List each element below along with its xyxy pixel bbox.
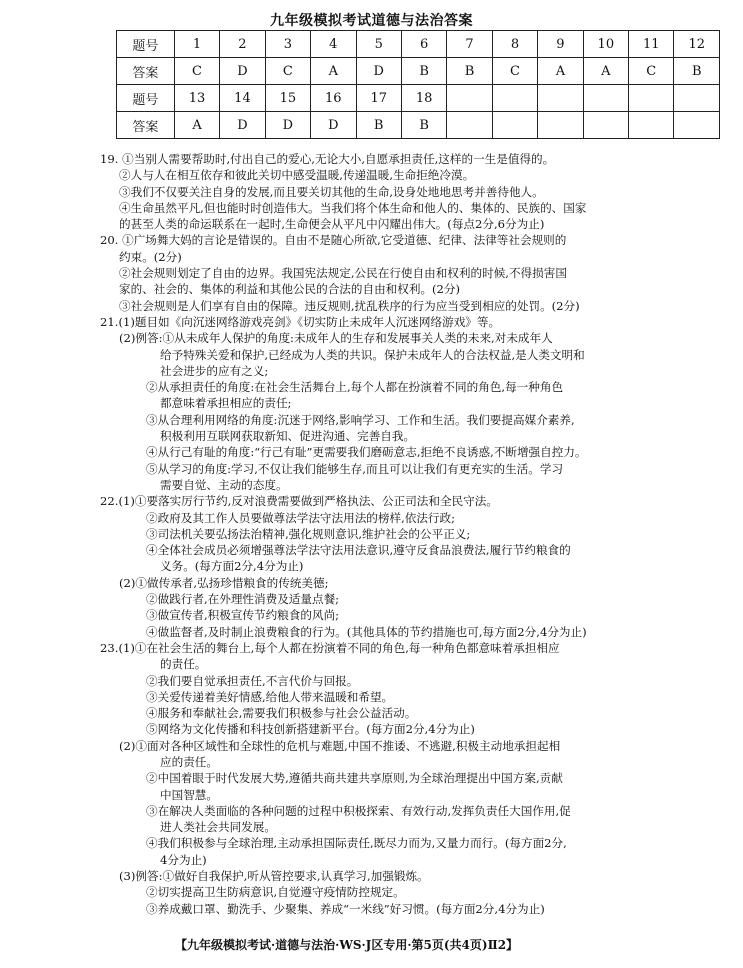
answer-row-1	[117, 58, 720, 85]
text-line: 都意味着承担相应的责任;	[160, 396, 292, 411]
answer-letter-cell: B	[674, 58, 720, 85]
text-line: ③做宣传者,积极宣传节约粮食的风尚;	[146, 608, 340, 623]
answer-explanations	[100, 151, 710, 917]
question-number-cell: 2	[220, 31, 265, 58]
row-label: 答案	[117, 112, 175, 139]
question-number-cell	[447, 85, 492, 112]
answer-letter-cell: D	[311, 112, 356, 139]
answer-letter-cell	[629, 112, 674, 139]
question-number-cell	[538, 85, 583, 112]
question-row-1	[117, 31, 720, 58]
text-line: 21.(1)题目如《向沉迷网络游戏亮剑》《切实防止未成年人沉迷网络游戏》等。	[100, 314, 501, 329]
row-label: 题号	[117, 85, 175, 112]
text-line: ④从行己有耻的角度:“行己有耻”更需要我们磨砺意志,拒绝不良诱惑,不断增强自控力。	[146, 445, 587, 460]
text-line: ②切实提高卫生防病意识,自觉遵守疫情防控规定。	[146, 885, 405, 900]
answer-row-2	[117, 112, 720, 139]
text-line: 家的、社会的、集体的利益和其他公民的合法的自由和权利。(2分)	[119, 282, 461, 297]
text-line: ⑤从学习的角度:学习,不仅让我们能够生存,而且可以让我们有更充实的生活。学习	[146, 461, 564, 476]
answer-letter-cell: B	[447, 58, 492, 85]
question-number-cell: 13	[174, 85, 219, 112]
text-line: ②人与人在相互依存和彼此关切中感受温暖,传递温暖,生命拒绝冷漠。	[119, 168, 475, 183]
text-line: 中国智慧。	[160, 787, 218, 802]
text-line: ②政府及其工作人员要做尊法学法守法用法的榜样,依法行政;	[146, 510, 456, 525]
text-line: 约束。(2分)	[119, 249, 182, 264]
answer-letter-cell: B	[401, 58, 446, 85]
question-number-cell: 15	[265, 85, 310, 112]
text-line: ④做监督者,及时制止浪费粮食的行为。(其他具体的节约措施也可,每方面2分,4分为止)	[146, 624, 587, 639]
text-line: ③我们不仅要关注自身的发展,而且要关切其他的生命,设身处地地思考并善待他人。	[119, 184, 544, 199]
page-title: 九年级模拟考试道德与法治答案	[270, 13, 473, 29]
question-number-cell: 6	[401, 31, 446, 58]
text-line: 社会进步的应有之义;	[160, 363, 269, 378]
row-label: 答案	[117, 58, 175, 85]
answer-letter-cell	[492, 112, 537, 139]
answer-letter-cell: A	[538, 58, 583, 85]
question-row-2	[117, 85, 720, 112]
answer-letter-cell: C	[174, 58, 219, 85]
answer-letter-cell: D	[220, 112, 265, 139]
text-line: ④全体社会成员必须增强尊法学法守法用法意识,遵守反食品浪费法,履行节约粮食的	[146, 543, 571, 558]
text-line: ②中国着眼于时代发展大势,遵循共商共建共享原则,为全球治理提出中国方案,贡献	[146, 771, 563, 786]
answer-letter-cell	[447, 112, 492, 139]
text-line: ④生命虽然平凡,但也能时时创造伟大。当我们将个体生命和他人的、集体的、民族的、国家	[119, 200, 587, 215]
text-line: ②做践行者,在外理性消费及适量点餐;	[146, 592, 340, 607]
answer-letter-cell: A	[174, 112, 219, 139]
text-line: 进人类社会共同发展。	[160, 820, 276, 835]
text-line: (2)①做传承者,弘扬珍惜粮食的传统美德;	[119, 575, 329, 590]
text-line: ②从承担责任的角度:在社会生活舞台上,每个人都在扮演着不同的角色,每一种角色	[146, 380, 564, 395]
question-number-cell	[674, 85, 720, 112]
text-line: 应的责任。	[160, 754, 218, 769]
question-number-cell: 12	[674, 31, 720, 58]
answer-letter-cell: B	[356, 112, 401, 139]
question-number-cell: 18	[401, 85, 446, 112]
text-line: 4分为止)	[160, 852, 207, 867]
question-number-cell: 1	[174, 31, 219, 58]
question-number-cell	[492, 85, 537, 112]
text-line: (2)①面对各种区域性和全球性的危机与难题,中国不推诿、不逃避,积极主动地承担起相	[119, 738, 561, 753]
text-line: (3)例答:①做好自我保护,听从管控要求,认真学习,加强锻炼。	[119, 869, 429, 884]
row-label: 题号	[117, 31, 175, 58]
text-line: 的甚至人类的命运联系在一起时,生命便会从平凡中闪耀出伟大。(每点2分,6分为止)	[119, 217, 545, 232]
text-line: ③从合理利用网络的角度:沉迷于网络,影响学习、工作和生活。我们要提高媒介素养,	[146, 412, 575, 427]
text-line: 22.(1)①要落实厉行节约,反对浪费需要做到严格执法、公正司法和全民守法。	[100, 494, 498, 509]
answer-letter-cell: C	[492, 58, 537, 85]
question-number-cell: 3	[265, 31, 310, 58]
answer-letter-cell	[674, 112, 720, 139]
text-line: 20. ①广场舞大妈的言论是错误的。自由不是随心所欲,它受道德、纪律、法律等社会规则的	[100, 233, 567, 248]
text-line: ④服务和奉献社会,需要我们积极参与社会公益活动。	[146, 706, 417, 721]
text-line: (2)例答:①从未成年人保护的角度:未成年人的生存和发展事关人类的未来,对未成年人	[119, 331, 553, 346]
text-line: 19. ①当别人需要帮助时,付出自己的爱心,无论大小,自愿承担责任,这样的一生是值得的。	[100, 152, 555, 166]
question-number-cell: 14	[220, 85, 265, 112]
question-number-cell: 17	[356, 85, 401, 112]
answer-letter-cell: D	[356, 58, 401, 85]
answer-letter-cell: A	[583, 58, 628, 85]
question-number-cell: 8	[492, 31, 537, 58]
text-line: ③养成戴口罩、勤洗手、少聚集、养成“一米线”好习惯。(每方面2分,4分为止)	[146, 901, 545, 916]
answer-letter-cell: C	[629, 58, 674, 85]
answer-letter-cell: A	[311, 58, 356, 85]
text-line: ④我们积极参与全球治理,主动承担国际责任,既尽力而为,又量力而行。(每方面2分,	[146, 836, 567, 851]
question-number-cell: 9	[538, 31, 583, 58]
question-number-cell	[629, 85, 674, 112]
answer-letter-cell: B	[401, 112, 446, 139]
answer-letter-cell	[583, 112, 628, 139]
answer-letter-cell: D	[265, 112, 310, 139]
question-number-cell: 16	[311, 85, 356, 112]
question-number-cell: 10	[583, 31, 628, 58]
answer-letter-cell: C	[265, 58, 310, 85]
text-line: ③在解决人类面临的各种问题的过程中积极探索、有效行动,发挥负责任大国作用,促	[146, 803, 571, 818]
text-line: ⑤网络为文化传播和科技创新搭建新平台。(每方面2分,4分为止)	[146, 722, 475, 737]
answer-table	[116, 30, 720, 139]
text-line: 义务。(每方面2分,4分为止)	[160, 559, 304, 574]
text-line: 给予特殊关爱和保护,已经成为人类的共识。保护未成年人的合法权益,是人类文明和	[160, 347, 585, 362]
text-line: 23.(1)①在社会生活的舞台上,每个人都在扮演着不同的角色,每一种角色都意味着承担相应	[100, 640, 560, 655]
text-line: 积极利用互联网获取新知、促进沟通、完善自我。	[160, 429, 416, 444]
text-line: ③关爱传递着美好情感,给他人带来温暖和希望。	[146, 689, 394, 704]
question-number-cell: 4	[311, 31, 356, 58]
question-number-cell: 7	[447, 31, 492, 58]
question-number-cell	[583, 85, 628, 112]
answer-letter-cell: D	[220, 58, 265, 85]
answer-letter-cell	[538, 112, 583, 139]
text-line: 需要自觉、主动的态度。	[160, 477, 288, 492]
text-line: ②社会规则划定了自由的边界。我国宪法规定,公民在行使自由和权利的时候,不得损害国	[119, 266, 567, 281]
text-line: ②我们要自觉承担责任,不言代价与回报。	[146, 673, 359, 688]
text-line: ③社会规则是人们享有自由的保障。违反规则,扰乱秩序的行为应当受到相应的处罚。(2分)	[119, 298, 580, 313]
text-line: 的责任。	[160, 657, 207, 672]
page-footer: 【九年级模拟考试·道德与法治·WS·J区专用·第5页(共4页)Ⅱ2】	[175, 938, 519, 952]
question-number-cell: 11	[629, 31, 674, 58]
text-line: ③司法机关要弘扬法治精神,强化规则意识,维护社会的公平正义;	[146, 526, 471, 541]
question-number-cell: 5	[356, 31, 401, 58]
